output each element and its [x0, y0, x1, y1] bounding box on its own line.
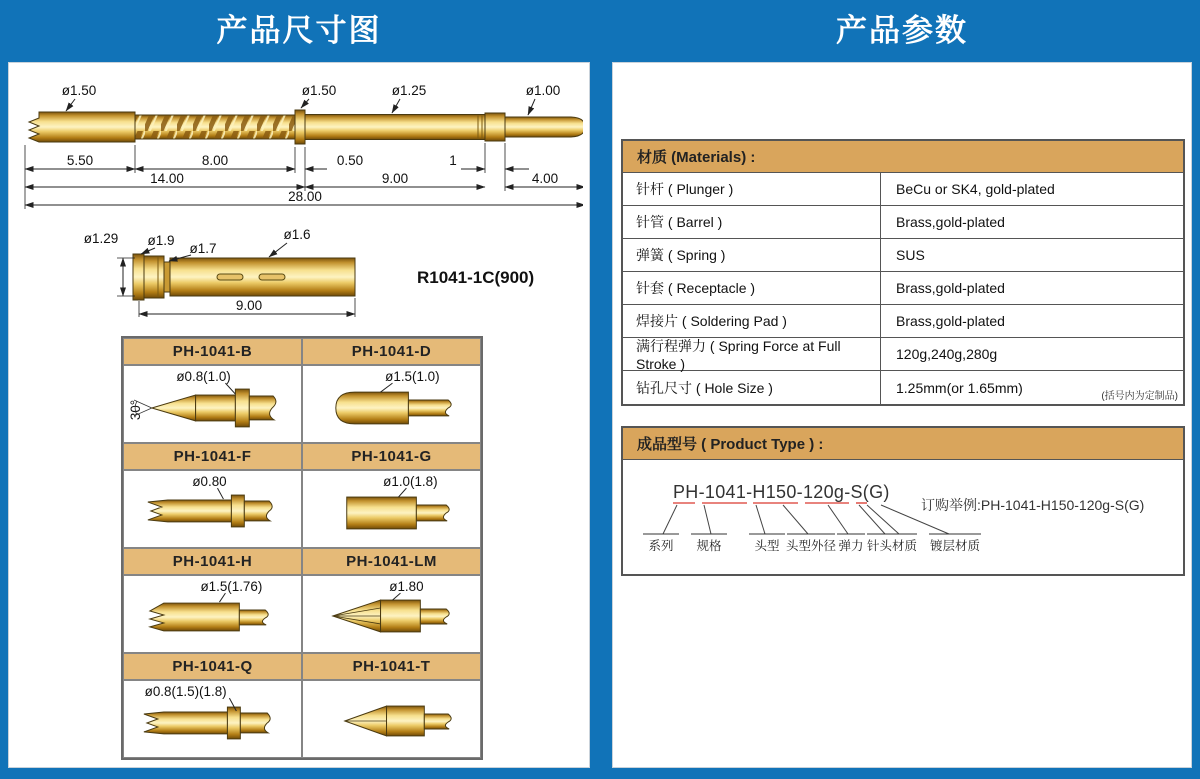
dim-ring-width: 1: [449, 153, 457, 168]
callout-head-dia: ø1.50: [61, 83, 97, 98]
tip-cell-t: [302, 680, 481, 758]
tip-label-h: ø1.5(1.76): [200, 579, 263, 595]
tip-drawing-h: [124, 576, 301, 652]
receptacle-model: R1041-1C(900): [417, 268, 535, 287]
row-name: 针套 ( Receptacle ): [623, 272, 881, 304]
table-row-barrel: [623, 206, 1183, 239]
callout-neck-dia: ø1.7: [189, 241, 217, 256]
tip-cell-g: [302, 470, 481, 548]
product-type-box: [621, 426, 1185, 576]
left-panel-title: 产品尺寸图: [216, 13, 382, 48]
product-type-header: 成品型号 ( Product Type ) :: [623, 428, 1183, 460]
probe-barrel-shape: [305, 115, 485, 140]
row-value: SUS: [896, 247, 925, 263]
dim-front-length: 14.00: [150, 171, 184, 186]
row-name: 针管 ( Barrel ): [623, 206, 881, 238]
table-row-plunger: [623, 173, 1183, 206]
receptacle-dimension-drawing: [17, 221, 583, 329]
callout-rflange-dia: ø1.9: [147, 233, 175, 248]
row-value: 1.25mm(or 1.65mm): [896, 379, 1023, 396]
callout-rbody-dia: ø1.6: [283, 227, 311, 242]
tip-label-q: ø0.8(1.5)(1.8): [144, 684, 227, 700]
tip-label-g: ø1.0(1.8): [383, 474, 438, 490]
tip-drawing-q: [124, 681, 301, 757]
table-row-receptacle: [623, 272, 1183, 305]
code-label-spec: 规格: [696, 539, 722, 553]
code-label-series: 系列: [648, 539, 674, 553]
tip-code-t: PH-1041-T: [302, 653, 481, 680]
dim-flange-width: 0.50: [336, 153, 364, 168]
tip-cell-f: [123, 470, 302, 548]
dim-receptacle-length: 9.00: [235, 298, 263, 313]
row-name: 满行程弹力 ( Spring Force at Full Stroke ): [623, 338, 881, 370]
callout-barrel-dia: ø1.25: [391, 83, 427, 98]
product-type-body: [623, 460, 1183, 574]
tip-code-g: PH-1041-G: [302, 443, 481, 470]
tip-code-d: PH-1041-D: [302, 338, 481, 365]
table-row-spring-force: [623, 338, 1183, 371]
row-value: 120g,240g,280g: [896, 346, 998, 362]
tip-label-f: ø0.80: [192, 474, 227, 490]
code-label-force: 弹力: [838, 539, 864, 553]
probe-tip-shape: [505, 117, 583, 137]
product-code-diagram: [623, 460, 1183, 574]
tip-drawing-f: [124, 471, 301, 547]
receptacle-collar-shape: [144, 256, 164, 298]
right-panel-title: 产品参数: [836, 13, 968, 48]
row-value: Brass,gold-plated: [896, 214, 1005, 230]
materials-table-header: 材质 (Materials) :: [623, 141, 1183, 173]
tip-code-q: PH-1041-Q: [123, 653, 302, 680]
receptacle-slot-2: [259, 274, 285, 280]
tip-cell-lm: [302, 575, 481, 653]
tip-label-b: ø0.8(1.0): [176, 369, 231, 385]
table-row-soldering-pad: [623, 305, 1183, 338]
tip-label-lm: ø1.80: [389, 579, 424, 595]
tip-drawing-d: [303, 366, 480, 442]
dim-tip-length: 4.00: [531, 171, 559, 186]
code-label-head-od: 头型外径: [785, 539, 837, 553]
row-name: 针杆 ( Plunger ): [623, 173, 881, 205]
dim-barrel-length: 9.00: [381, 171, 409, 186]
tip-drawing-t: [303, 681, 480, 757]
tip-code-f: PH-1041-F: [123, 443, 302, 470]
row-name: 焊接片 ( Soldering Pad ): [623, 305, 881, 337]
probe-ring-shape: [485, 113, 505, 141]
row-value: Brass,gold-plated: [896, 280, 1005, 296]
probe-dimension-drawing: [17, 79, 583, 219]
tip-code-b: PH-1041-B: [123, 338, 302, 365]
callout-bore-dia: ø1.29: [83, 231, 119, 246]
order-example: 订购举例:PH-1041-H150-120g-S(G): [921, 497, 1145, 513]
product-code: PH-1041-H150-120g-S(G): [673, 482, 890, 502]
tip-cell-h: [123, 575, 302, 653]
dim-head-length: 5.50: [66, 153, 94, 168]
row-name: 弹簧 ( Spring ): [623, 239, 881, 271]
row-name: 钻孔尺寸 ( Hole Size ): [623, 371, 881, 404]
tip-drawing-lm: [303, 576, 480, 652]
callout-flange-dia: ø1.50: [301, 83, 337, 98]
receptacle-groove-shape: [164, 262, 170, 292]
materials-table: [621, 139, 1185, 406]
row-value: Brass,gold-plated: [896, 313, 1005, 329]
tip-cell-b: [123, 365, 302, 443]
probe-head-shape: [29, 112, 135, 142]
receptacle-slot-1: [217, 274, 243, 280]
tip-angle-b: 30°: [127, 399, 143, 421]
tip-code-lm: PH-1041-LM: [302, 548, 481, 575]
table-row-hole-size: [623, 371, 1183, 404]
dim-spring-length: 8.00: [201, 153, 229, 168]
probe-flange-shape: [295, 110, 305, 144]
row-value: BeCu or SK4, gold-plated: [896, 181, 1055, 197]
receptacle-flange-shape: [133, 254, 144, 300]
code-label-tip-material: 针头材质: [866, 539, 918, 553]
dim-total-length: 28.00: [288, 189, 322, 204]
parameters-panel: [612, 62, 1192, 768]
tip-drawing-g: [303, 471, 480, 547]
custom-note: (括号内为定制品): [1101, 391, 1178, 402]
tip-label-d: ø1.5(1.0): [385, 369, 440, 385]
tip-type-grid: [121, 336, 483, 760]
tip-drawing-b: [124, 366, 301, 442]
code-label-plating: 镀层材质: [929, 539, 981, 553]
dimension-diagram-panel: [8, 62, 590, 768]
tip-cell-q: [123, 680, 302, 758]
tip-cell-d: [302, 365, 481, 443]
code-label-head-type: 头型: [754, 539, 780, 553]
tip-code-h: PH-1041-H: [123, 548, 302, 575]
table-row-spring: [623, 239, 1183, 272]
callout-tip-dia: ø1.00: [525, 83, 561, 98]
